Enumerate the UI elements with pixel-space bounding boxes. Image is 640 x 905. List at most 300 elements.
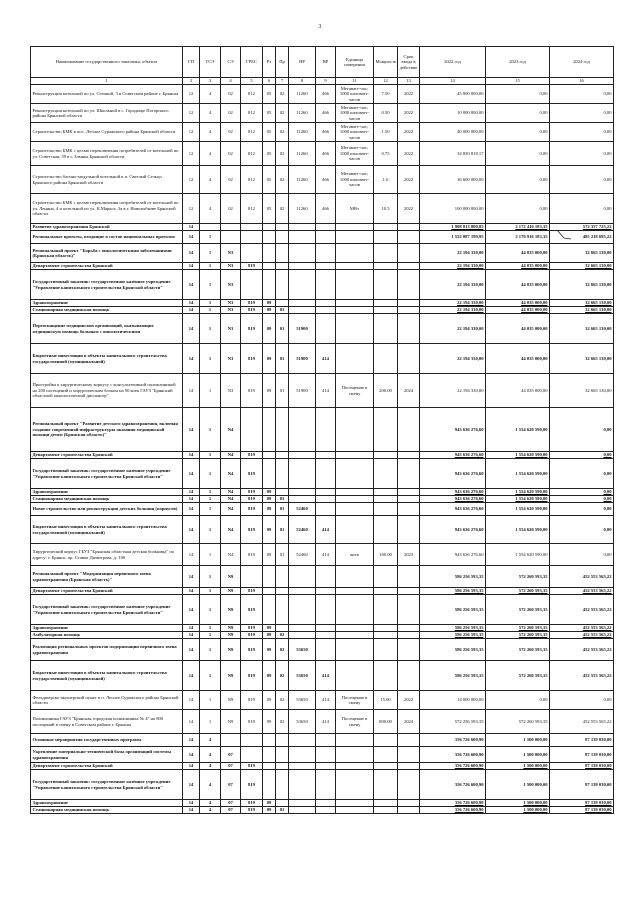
code-cell: N9 xyxy=(221,595,241,625)
code-cell: N9 xyxy=(221,566,241,588)
amount-cell: 572 260 593,35 xyxy=(486,588,550,595)
code-cell: 1 xyxy=(200,307,221,314)
amount-cell: 1 554 620 590,00 xyxy=(486,489,550,496)
code-cell xyxy=(398,231,420,244)
code-cell xyxy=(374,516,398,544)
code-cell: 02 xyxy=(276,632,289,639)
code-cell: 09 xyxy=(263,516,276,544)
amount-cell: 356 726 600,90 xyxy=(420,800,486,807)
code-cell xyxy=(276,770,289,800)
code-cell: 14 xyxy=(183,639,200,661)
amount-cell: 1 554 620 590,00 xyxy=(486,452,550,459)
code-cell: 07 xyxy=(221,800,241,807)
header-row xyxy=(31,47,614,78)
row-name: Государственный заказчик: государственное казённое учреждение "Управление капитального строительства Брянской области" xyxy=(31,595,183,625)
table-row xyxy=(31,142,614,166)
code-cell: 414 xyxy=(316,544,336,566)
table-row xyxy=(31,691,614,710)
code-cell xyxy=(316,224,336,231)
amount-cell: 586 256 593,35 xyxy=(420,566,486,588)
code-cell: МВт xyxy=(336,194,374,224)
code-cell xyxy=(336,244,374,263)
table-row xyxy=(31,800,614,807)
code-cell: 819 xyxy=(241,489,263,496)
amount-cell: 0,00 xyxy=(486,123,550,142)
code-cell xyxy=(316,625,336,632)
code-cell: 09 xyxy=(263,639,276,661)
code-cell xyxy=(263,270,276,300)
amount-cell: 452 553 565,22 xyxy=(550,710,614,734)
amount-cell: 22 194 330,00 xyxy=(420,270,486,300)
code-cell: Посещение в смену xyxy=(336,691,374,710)
code-cell xyxy=(276,747,289,763)
code-cell: 09 xyxy=(263,314,276,344)
row-name: Реконструкция котельной по ул. Школьной в с. Городище Погарского района Брянской области xyxy=(31,104,183,123)
row-name: Реконструкция котельной по ул. Степной, 3 в Советском районе г. Брянска xyxy=(31,85,183,104)
code-cell xyxy=(263,224,276,231)
code-cell xyxy=(276,595,289,625)
code-cell: 1 xyxy=(200,231,221,244)
code-cell xyxy=(374,747,398,763)
code-cell: 2022 xyxy=(398,166,420,194)
code-cell xyxy=(398,763,420,770)
code-cell: 414 xyxy=(316,691,336,710)
code-cell: 466 xyxy=(316,166,336,194)
code-cell xyxy=(398,661,420,691)
code-cell: 01 xyxy=(276,344,289,374)
row-name: Департамент строительства Брянской xyxy=(31,452,183,459)
code-cell xyxy=(276,459,289,489)
code-cell: 14 xyxy=(183,489,200,496)
code-cell xyxy=(374,800,398,807)
column-index: 5 xyxy=(241,78,263,85)
code-cell xyxy=(398,459,420,489)
code-cell xyxy=(263,734,276,747)
code-cell: Мегаватт-час; 1000 киловатт-часов xyxy=(336,142,374,166)
code-cell xyxy=(263,452,276,459)
amount-cell: 1 500 000,00 xyxy=(486,800,550,807)
amount-cell: 1 554 620 590,00 xyxy=(486,503,550,516)
code-cell: 819 xyxy=(241,588,263,595)
code-cell: 10.5 xyxy=(374,194,398,224)
code-cell xyxy=(336,632,374,639)
row-name: Департамент строительства Брянской xyxy=(31,763,183,770)
code-cell xyxy=(200,224,221,231)
code-cell xyxy=(336,224,374,231)
code-cell xyxy=(374,224,398,231)
code-cell xyxy=(374,344,398,374)
table-row xyxy=(31,344,614,374)
column-header: 2023 год xyxy=(486,47,550,78)
code-cell: 4 xyxy=(200,800,221,807)
code-cell xyxy=(263,244,276,263)
code-cell xyxy=(336,639,374,661)
row-name: Бюджетные инвестиции в объекты капитального строительства государственной (муниципальной) xyxy=(31,661,183,691)
code-cell: 09 xyxy=(263,625,276,632)
amount-cell: 1 554 620 590,00 xyxy=(486,408,550,452)
table-row xyxy=(31,734,614,747)
code-cell xyxy=(336,300,374,307)
code-cell xyxy=(374,503,398,516)
code-cell xyxy=(398,595,420,625)
code-cell xyxy=(336,270,374,300)
code-cell: N3 xyxy=(221,263,241,270)
code-cell: 1 xyxy=(200,263,221,270)
amount-cell: 0,00 xyxy=(486,142,550,166)
amount-cell: 0,00 xyxy=(550,452,614,459)
code-cell: 01 xyxy=(276,496,289,503)
code-cell xyxy=(276,408,289,452)
code-cell: 09 xyxy=(263,544,276,566)
code-cell xyxy=(276,763,289,770)
column-index-row xyxy=(31,78,614,85)
code-cell: 200.00 xyxy=(374,374,398,408)
code-cell xyxy=(374,632,398,639)
code-cell xyxy=(289,408,316,452)
code-cell: 1 xyxy=(200,300,221,307)
row-name: Пристройка к хирургическому корпусу с консультативной поликлиникой на 200 посещений и хирургическим блоком на 90 коек ГАУЗ "Брянский областной онкологический диспансер" xyxy=(31,374,183,408)
code-cell: 812 xyxy=(241,194,263,224)
code-cell: 14 xyxy=(183,747,200,763)
code-cell xyxy=(241,231,263,244)
code-cell: 14 xyxy=(183,452,200,459)
amount-cell: 356 726 600,90 xyxy=(420,770,486,800)
code-cell: 0.75 xyxy=(374,142,398,166)
code-cell xyxy=(336,595,374,625)
code-cell: 2022 xyxy=(398,85,420,104)
column-index: 11 xyxy=(336,78,374,85)
code-cell: 14 xyxy=(183,763,200,770)
row-name: Здравоохранение xyxy=(31,625,183,632)
code-cell: 14 xyxy=(183,224,200,231)
code-cell xyxy=(289,625,316,632)
code-cell xyxy=(374,244,398,263)
code-cell: 4 xyxy=(200,763,221,770)
code-cell: 11260 xyxy=(289,166,316,194)
code-cell xyxy=(276,244,289,263)
column-header: Пр xyxy=(276,47,289,78)
code-cell: 09 xyxy=(263,496,276,503)
amount-cell: 586 256 593,35 xyxy=(420,595,486,625)
amount-cell: 572 260 593,35 xyxy=(486,710,550,734)
code-cell xyxy=(241,734,263,747)
code-cell xyxy=(374,807,398,814)
amount-cell: 44 035 000,00 xyxy=(486,244,550,263)
code-cell xyxy=(374,734,398,747)
code-cell xyxy=(289,300,316,307)
column-header: ТСЭ xyxy=(200,47,221,78)
code-cell xyxy=(289,270,316,300)
code-cell: Мегаватт-час; 1000 киловатт-часов xyxy=(336,85,374,104)
code-cell: 05 xyxy=(263,142,276,166)
code-cell: 2022 xyxy=(398,142,420,166)
code-cell: 11260 xyxy=(289,104,316,123)
table-row xyxy=(31,244,614,263)
code-cell: 1 xyxy=(200,496,221,503)
amount-cell: 943 636 276,60 xyxy=(420,408,486,452)
code-cell xyxy=(316,307,336,314)
code-cell: N3 xyxy=(221,314,241,344)
row-name: Поликлиника ГАУЗ "Брянская городская поликлиника № 4" на 800 посещений в смену в Советском районе г. Брянска xyxy=(31,710,183,734)
code-cell: 51900 xyxy=(289,374,316,408)
code-cell xyxy=(398,770,420,800)
code-cell: 812 xyxy=(241,166,263,194)
amount-cell: 1 554 620 590,00 xyxy=(486,516,550,544)
column-header: Единица измерения xyxy=(336,47,374,78)
amount-cell: 0,00 xyxy=(486,85,550,104)
code-cell: 1 xyxy=(200,544,221,566)
code-cell: N9 xyxy=(221,588,241,595)
code-cell: 819 xyxy=(241,691,263,710)
code-cell: 0.50 xyxy=(374,104,398,123)
code-cell: 14 xyxy=(183,734,200,747)
code-cell: 819 xyxy=(241,595,263,625)
code-cell: 14 xyxy=(183,632,200,639)
code-cell: 819 xyxy=(241,496,263,503)
code-cell xyxy=(374,270,398,300)
code-cell: 819 xyxy=(241,800,263,807)
code-cell xyxy=(316,489,336,496)
row-name: Развитие здравоохранения Брянской xyxy=(31,224,183,231)
row-name: Региональный проект "Развитие детского здравоохранения, включая создание современной инфраструктуры оказания медицинской помощи детям (Брянская область)" xyxy=(31,408,183,452)
amount-cell: 0,00 xyxy=(550,408,614,452)
code-cell xyxy=(374,231,398,244)
code-cell: 14 xyxy=(183,300,200,307)
amount-cell: 0,00 xyxy=(550,496,614,503)
code-cell: 819 xyxy=(241,807,263,814)
code-cell: 14 xyxy=(183,661,200,691)
page-number: 3 xyxy=(318,24,322,30)
code-cell xyxy=(398,300,420,307)
code-cell: 14 xyxy=(183,595,200,625)
code-cell xyxy=(336,763,374,770)
code-cell: 14 xyxy=(183,244,200,263)
row-name: Департамент строительства Брянской xyxy=(31,588,183,595)
code-cell: 53650 xyxy=(289,710,316,734)
code-cell: 12 xyxy=(183,104,200,123)
code-cell xyxy=(276,224,289,231)
code-cell: 819 xyxy=(241,452,263,459)
amount-cell: 1 908 813 800,85 xyxy=(420,224,486,231)
code-cell: 14 xyxy=(183,691,200,710)
code-cell: 2022 xyxy=(398,194,420,224)
code-cell xyxy=(316,503,336,516)
code-cell: 09 xyxy=(263,307,276,314)
code-cell: 11260 xyxy=(289,142,316,166)
amount-cell: 0,00 xyxy=(486,104,550,123)
code-cell: 1 xyxy=(200,639,221,661)
code-cell xyxy=(241,566,263,588)
code-cell xyxy=(316,800,336,807)
code-cell xyxy=(316,496,336,503)
code-cell xyxy=(263,231,276,244)
code-cell: 14 xyxy=(183,263,200,270)
table-row xyxy=(31,770,614,800)
code-cell xyxy=(316,747,336,763)
amount-cell: 44 035 000,00 xyxy=(486,300,550,307)
code-cell xyxy=(374,459,398,489)
code-cell: 1 xyxy=(200,452,221,459)
column-index: 6 xyxy=(263,78,276,85)
column-header: Срок ввода в действие xyxy=(398,47,420,78)
code-cell: 02 xyxy=(221,142,241,166)
code-cell: 12 xyxy=(183,166,200,194)
table-row xyxy=(31,270,614,300)
code-cell: 1 xyxy=(200,595,221,625)
amount-cell: 586 256 593,35 xyxy=(420,639,486,661)
code-cell: 01 xyxy=(276,307,289,314)
amount-cell: 87 139 030,00 xyxy=(550,747,614,763)
code-cell xyxy=(398,588,420,595)
code-cell: 14 xyxy=(183,800,200,807)
amount-cell: 572 256 593,35 xyxy=(420,710,486,734)
code-cell: 02 xyxy=(276,142,289,166)
code-cell: 819 xyxy=(241,459,263,489)
code-cell: 1 xyxy=(200,270,221,300)
code-cell xyxy=(398,639,420,661)
code-cell xyxy=(289,807,316,814)
code-cell: 09 xyxy=(263,691,276,710)
code-cell: 1 xyxy=(200,710,221,734)
amount-cell: 572 260 593,35 xyxy=(486,625,550,632)
code-cell xyxy=(221,224,241,231)
amount-cell: 1 500 000,00 xyxy=(486,763,550,770)
code-cell: N9 xyxy=(221,632,241,639)
amount-cell: 485 218 695,22 xyxy=(550,231,614,244)
code-cell: 1 xyxy=(200,503,221,516)
code-cell xyxy=(316,459,336,489)
code-cell: N9 xyxy=(221,639,241,661)
handwritten-mark-icon xyxy=(556,228,572,240)
code-cell xyxy=(316,632,336,639)
code-cell xyxy=(398,344,420,374)
amount-cell: 356 726 600,90 xyxy=(420,747,486,763)
code-cell xyxy=(398,747,420,763)
code-cell: 14 xyxy=(183,459,200,489)
code-cell: 2023 xyxy=(398,544,420,566)
column-header: Рз xyxy=(263,47,276,78)
code-cell: 07 xyxy=(221,770,241,800)
code-cell xyxy=(289,770,316,800)
code-cell: 466 xyxy=(316,194,336,224)
code-cell: 14 xyxy=(183,307,200,314)
code-cell: 4 xyxy=(200,142,221,166)
code-cell: 819 xyxy=(241,632,263,639)
code-cell xyxy=(336,800,374,807)
code-cell xyxy=(398,734,420,747)
code-cell: 819 xyxy=(241,307,263,314)
code-cell: 07 xyxy=(221,763,241,770)
code-cell: N4 xyxy=(221,503,241,516)
code-cell xyxy=(374,489,398,496)
code-cell: 02 xyxy=(276,691,289,710)
amount-cell: 452 553 565,22 xyxy=(550,661,614,691)
code-cell xyxy=(398,503,420,516)
row-name: Строительство БМК с целью переключения потребителей от котельной по ул. Советская, 59 в г. Злынка Брянской области xyxy=(31,142,183,166)
code-cell xyxy=(398,270,420,300)
code-cell: 812 xyxy=(241,123,263,142)
amount-cell: 1 500 000,00 xyxy=(486,747,550,763)
code-cell: 4 xyxy=(200,85,221,104)
code-cell xyxy=(398,632,420,639)
code-cell: N4 xyxy=(221,489,241,496)
table-row xyxy=(31,496,614,503)
code-cell: 1 xyxy=(200,489,221,496)
code-cell: 09 xyxy=(263,632,276,639)
amount-cell: 1 552 087 199,95 xyxy=(420,231,486,244)
code-cell: 1 xyxy=(200,661,221,691)
code-cell: N3 xyxy=(221,307,241,314)
row-name: Стационарная медицинская помощь xyxy=(31,496,183,503)
code-cell: 466 xyxy=(316,85,336,104)
code-cell: 4 xyxy=(200,770,221,800)
table-row xyxy=(31,85,614,104)
code-cell xyxy=(398,244,420,263)
code-cell xyxy=(289,231,316,244)
table-row xyxy=(31,566,614,588)
code-cell xyxy=(316,734,336,747)
amount-cell: 44 035 000,00 xyxy=(486,314,550,344)
code-cell: 14 xyxy=(183,710,200,734)
code-cell xyxy=(316,566,336,588)
code-cell: 02 xyxy=(221,123,241,142)
amount-cell: 22 194 330,00 xyxy=(420,263,486,270)
code-cell xyxy=(316,807,336,814)
code-cell: N4 xyxy=(221,452,241,459)
code-cell xyxy=(336,588,374,595)
code-cell: 4 xyxy=(200,123,221,142)
code-cell: 2024 xyxy=(398,710,420,734)
code-cell: 1 xyxy=(200,625,221,632)
code-cell: 812 xyxy=(241,142,263,166)
code-cell: 4 xyxy=(200,166,221,194)
code-cell xyxy=(374,763,398,770)
code-cell: 414 xyxy=(316,344,336,374)
code-cell xyxy=(374,625,398,632)
table-row xyxy=(31,710,614,734)
amount-cell: 87 139 030,00 xyxy=(550,770,614,800)
code-cell: 819 xyxy=(241,770,263,800)
amount-cell: 1 554 620 590,00 xyxy=(486,544,550,566)
code-cell: 1 xyxy=(200,632,221,639)
code-cell xyxy=(374,566,398,588)
code-cell xyxy=(276,734,289,747)
code-cell: 05 xyxy=(263,166,276,194)
amount-cell: 356 726 600,90 xyxy=(420,763,486,770)
code-cell: коек xyxy=(336,544,374,566)
code-cell: 14 xyxy=(183,503,200,516)
code-cell: 1.6 xyxy=(374,166,398,194)
code-cell xyxy=(289,496,316,503)
code-cell xyxy=(316,263,336,270)
column-index: 12 xyxy=(374,78,398,85)
code-cell: 14 xyxy=(183,344,200,374)
amount-cell: 44 035 000,00 xyxy=(486,374,550,408)
amount-cell: 40 000 000,00 xyxy=(420,123,486,142)
code-cell: 09 xyxy=(263,344,276,374)
code-cell: N4 xyxy=(221,544,241,566)
code-cell: N4 xyxy=(221,459,241,489)
code-cell xyxy=(241,408,263,452)
code-cell xyxy=(374,307,398,314)
amount-cell: 586 256 593,35 xyxy=(420,661,486,691)
amount-cell: 32 665 130,00 xyxy=(550,270,614,300)
code-cell xyxy=(276,625,289,632)
code-cell xyxy=(336,661,374,691)
code-cell: 09 xyxy=(263,300,276,307)
amount-cell: 22 194 330,00 xyxy=(420,314,486,344)
code-cell: 01 xyxy=(276,544,289,566)
